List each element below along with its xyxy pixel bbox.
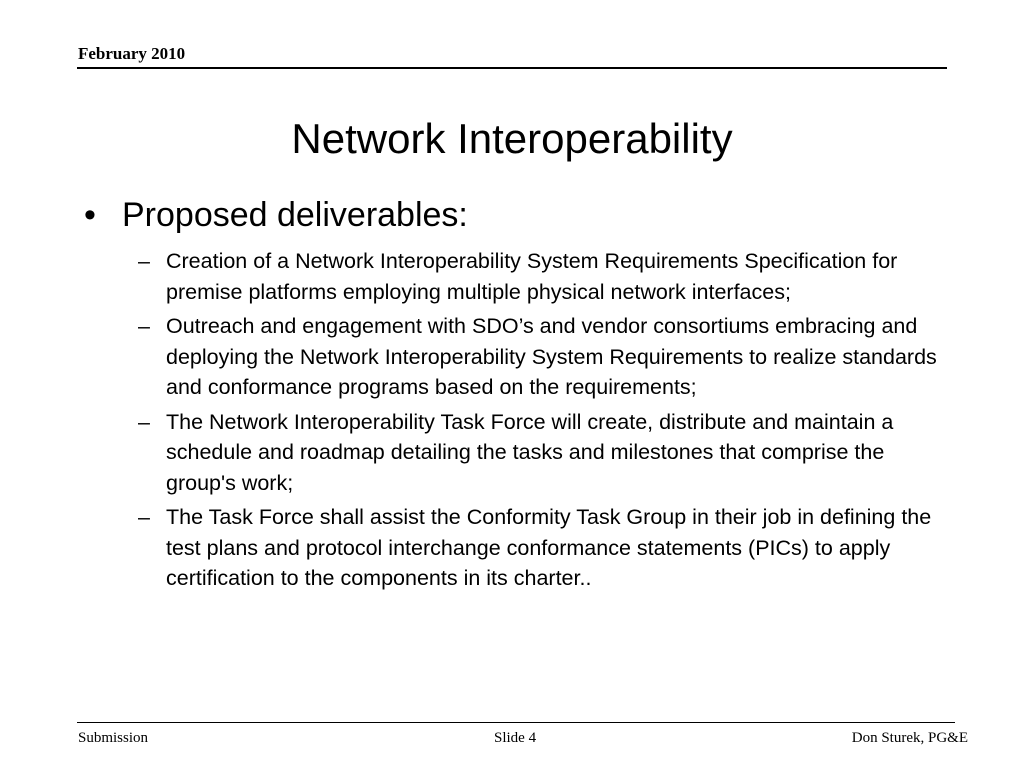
- footer-submission: Submission: [78, 730, 149, 746]
- footer-slide-number: Slide 4: [494, 730, 537, 746]
- header-divider: [77, 67, 947, 69]
- deliverables-list: [82, 246, 942, 594]
- footer-author: Don Sturek, PG&E: [851, 730, 968, 746]
- dash-icon: –: [138, 314, 150, 338]
- list-item-text: Creation of a Network Interoperability System Requirements Specification for premise platforms employing multiple physical network interfaces;: [166, 249, 898, 304]
- list-item: [82, 246, 942, 307]
- dash-icon: –: [138, 505, 150, 529]
- slide-content: [82, 192, 942, 598]
- list-item: [82, 311, 942, 403]
- list-item-text: The Task Force shall assist the Conformity Task Group in their job in defining the test plans and protocol interchange conformance statements (PICs) to apply certification to the components in its charter..: [166, 505, 932, 590]
- list-item: [82, 502, 942, 594]
- footer-divider: [77, 722, 955, 723]
- dash-icon: –: [138, 249, 150, 273]
- slide-title: Network Interoperability: [291, 115, 733, 162]
- list-item: [82, 407, 942, 499]
- bullet-icon: •: [84, 196, 96, 234]
- dash-icon: –: [138, 409, 150, 434]
- main-bullet: [82, 192, 942, 238]
- list-item-text: Outreach and engagement with SDO’s and vendor consortiums embracing and deploying the Network Interoperability System Requirements to realize standards and conformance programs based on the requirements;: [166, 314, 937, 399]
- list-item-text: The Network Interoperability Task Force will create, distribute and maintain a schedule and roadmap detailing the tasks and milestones that comprise the group's work;: [166, 409, 894, 495]
- header-date: February 2010: [78, 44, 186, 63]
- main-bullet-text: Proposed deliverables:: [122, 196, 468, 234]
